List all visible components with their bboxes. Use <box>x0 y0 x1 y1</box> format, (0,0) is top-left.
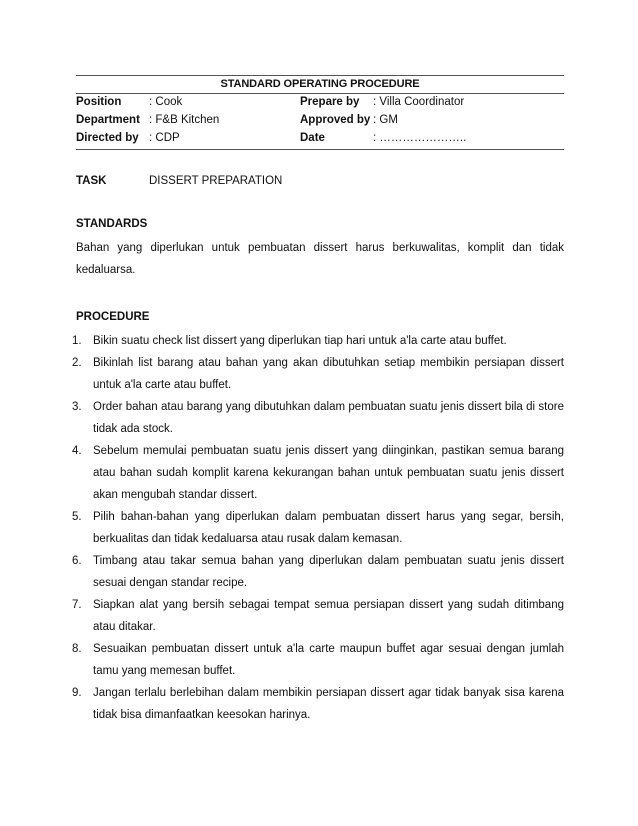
list-item <box>72 550 564 594</box>
meta-value: : ………………….. <box>373 132 467 144</box>
list-item <box>72 330 564 352</box>
item-text: Order bahan atau barang yang dibutuhkan dalam pembuatan suatu jenis dissert bila di store tidak ada stock. <box>93 401 564 435</box>
meta-value: : CDP <box>149 132 180 144</box>
item-text: Pilih bahan-bahan yang diperlukan dalam pembuatan dissert harus yang segar, bersih, berkualitas dan tidak kedaluarsa atau rusak dalam kemasan. <box>93 511 564 545</box>
top-rule <box>76 75 564 76</box>
list-item <box>72 594 564 638</box>
item-number: 4. <box>72 445 82 457</box>
meta-label: Prepare by <box>300 96 360 108</box>
item-text: Siapkan alat yang bersih sebagai tempat semua persiapan dissert yang sudah ditimbang atau ditakar. <box>93 599 564 633</box>
item-number: 9. <box>72 687 82 699</box>
task-value: DISSERT PREPARATION <box>149 175 283 187</box>
item-number: 1. <box>72 335 82 347</box>
meta-label: Date <box>300 132 325 144</box>
list-item <box>72 352 564 396</box>
meta-value: : Villa Coordinator <box>373 96 465 108</box>
list-item <box>72 396 564 440</box>
item-number: 5. <box>72 511 82 523</box>
procedure-heading: PROCEDURE <box>76 311 150 323</box>
standards-heading: STANDARDS <box>76 218 148 230</box>
task-label: TASK <box>76 175 107 187</box>
item-number: 8. <box>72 643 82 655</box>
meta-label: Approved by <box>300 114 371 126</box>
list-item <box>72 440 564 506</box>
item-text: Sesuaikan pembuatan dissert untuk a'la carte maupun buffet agar sesuai dengan jumlah tamu yang memesan buffet. <box>93 643 564 677</box>
title-rule <box>76 93 564 94</box>
standards-text: Bahan yang diperlukan untuk pembuatan dissert harus berkuwalitas, komplit dan tidak kedaluarsa. <box>76 242 564 276</box>
item-text: Sebelum memulai pembuatan suatu jenis dissert yang diinginkan, pastikan semua barang atau bahan sudah komplit karena kekurangan bahan untuk pembuatan suatu jenis dissert akan mengubah standar dissert. <box>93 445 564 501</box>
meta-label: Position <box>76 96 122 108</box>
item-number: 2. <box>72 357 82 369</box>
meta-label: Directed by <box>76 132 139 144</box>
list-item <box>72 682 564 726</box>
meta-value: : GM <box>373 114 398 126</box>
item-text: Timbang atau takar semua bahan yang diperlukan dalam pembuatan suatu jenis dissert sesuai dengan standar recipe. <box>93 555 564 589</box>
item-number: 7. <box>72 599 82 611</box>
meta-value: : F&B Kitchen <box>149 114 220 126</box>
meta-row-directed <box>76 132 564 149</box>
list-item <box>72 638 564 682</box>
item-text: Jangan terlalu berlebihan dalam membikin persiapan dissert agar tidak banyak sisa karena tidak bisa dimanfaatkan keesokan harinya. <box>93 687 564 721</box>
item-text: Bikinlah list barang atau bahan yang akan dibutuhkan setiap membikin persiapan dissert untuk a'la carte atau buffet. <box>93 357 564 391</box>
meta-value: : Cook <box>149 96 183 108</box>
item-text: Bikin suatu check list dissert yang diperlukan tiap hari untuk a'la carte atau buffet. <box>93 335 507 347</box>
list-item <box>72 506 564 550</box>
item-number: 6. <box>72 555 82 567</box>
item-number: 3. <box>72 401 82 413</box>
header-bottom-rule <box>76 149 564 150</box>
meta-row-position <box>76 96 564 113</box>
procedure-list <box>72 330 564 726</box>
meta-row-department <box>76 114 564 131</box>
document-title: STANDARD OPERATING PROCEDURE <box>220 78 420 90</box>
meta-label: Department <box>76 114 140 126</box>
